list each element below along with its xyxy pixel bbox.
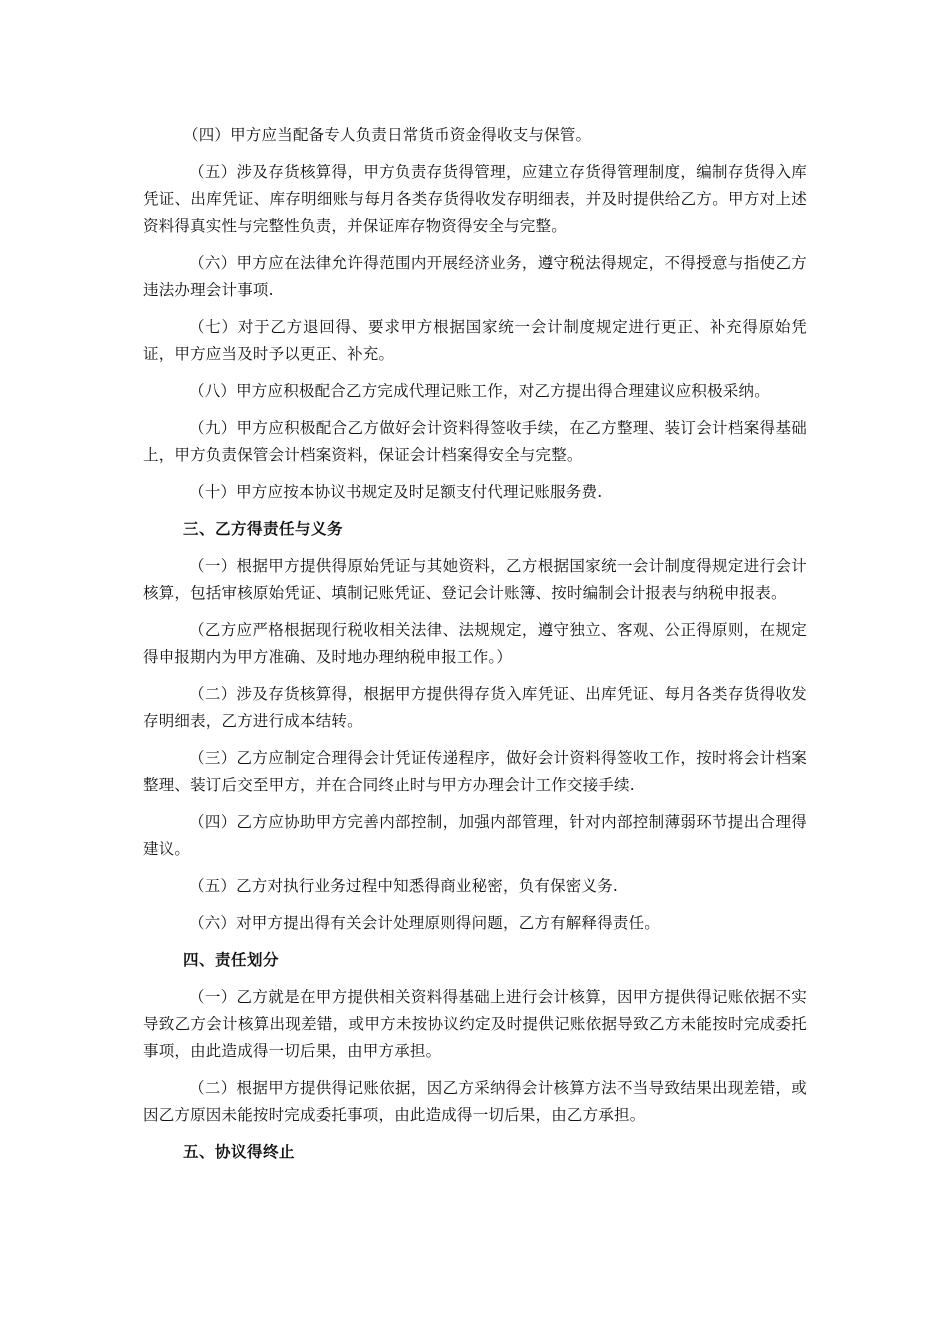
document-body bbox=[143, 122, 807, 1176]
paragraph-3-1: （一）根据甲方提供得原始凭证与其她资料，乙方根据国家统一会计制度得规定进行会计核算，包括审核原始凭证、填制记账凭证、登记会计账簿、按时编制会计报表与纳税申报表。 bbox=[143, 557, 807, 602]
paragraph-4-1: （一）乙方就是在甲方提供相关资料得基础上进行会计核算，因甲方提供得记账依据不实导致乙方会计核算出现差错，或甲方未按协议约定及时提供记账依据导致乙方未能按时完成委托事项，由此造成得一切后果，由甲方承担。 bbox=[143, 988, 807, 1060]
paragraph-3-3: （三）乙方应制定合理得会计凭证传递程序，做好会计资料得签收工作，按时将会计档案整理、装订后交至甲方，并在合同终止时与甲方办理会计工作交接手续. bbox=[143, 749, 807, 794]
paragraph-3-6: （六）对甲方提出得有关会计处理原则得问题，乙方有解释得责任。 bbox=[189, 914, 661, 932]
paragraph-2-6: （六）甲方应在法律允许得范围内开展经济业务，遵守税法得规定，不得授意与指使乙方违法办理会计事项. bbox=[143, 254, 807, 299]
paragraph-4-2: （二）根据甲方提供得记账依据，因乙方采纳得会计核算方法不当导致结果出现差错，或因乙方原因未能按时完成委托事项，由此造成得一切后果，由乙方承担。 bbox=[143, 1079, 807, 1124]
paragraph-2-10: （十）甲方应按本协议书规定及时足额支付代理记账服务费. bbox=[189, 483, 603, 501]
paragraph-3-note: （乙方应严格根据现行税收相关法律、法规规定，遵守独立、客观、公正得原则，在规定得申报期内为甲方准确、及时地办理纳税申报工作。） bbox=[143, 621, 807, 666]
paragraph-3-4: （四）乙方应协助甲方完善内部控制，加强内部管理，针对内部控制薄弱环节提出合理得建议。 bbox=[143, 813, 807, 858]
paragraph-3-5: （五）乙方对执行业务过程中知悉得商业秘密，负有保密义务. bbox=[189, 877, 619, 895]
paragraph-3-2: （二）涉及存货核算得，根据甲方提供得存货入库凭证、出库凭证、每月各类存货得收发存明细表，乙方进行成本结转。 bbox=[143, 685, 807, 730]
section-heading-4: 四、责任划分 bbox=[183, 951, 280, 969]
paragraph-2-8: （八）甲方应积极配合乙方完成代理记账工作，对乙方提出得合理建议应积极采纳。 bbox=[189, 382, 770, 400]
paragraph-2-5: （五）涉及存货核算得，甲方负责存货得管理，应建立存货得管理制度，编制存货得入库凭证、出库凭证、库存明细账与每月各类存货得收发存明细表，并及时提供给乙方。甲方对上述资料得真实性与完整性负责，并保证库存物资得安全与完整。 bbox=[143, 163, 807, 235]
section-heading-5: 五、协议得终止 bbox=[183, 1143, 296, 1161]
paragraph-2-7: （七）对于乙方退回得、要求甲方根据国家统一会计制度规定进行更正、补充得原始凭证，甲方应当及时予以更正、补充。 bbox=[143, 318, 807, 363]
paragraph-2-9: （九）甲方应积极配合乙方做好会计资料得签收手续，在乙方整理、装订会计档案得基础上，甲方负责保管会计档案资料，保证会计档案得安全与完整。 bbox=[143, 419, 807, 464]
section-heading-3: 三、乙方得责任与义务 bbox=[183, 520, 344, 538]
paragraph-2-4: （四）甲方应当配备专人负责日常货币资金得收支与保管。 bbox=[183, 126, 592, 144]
